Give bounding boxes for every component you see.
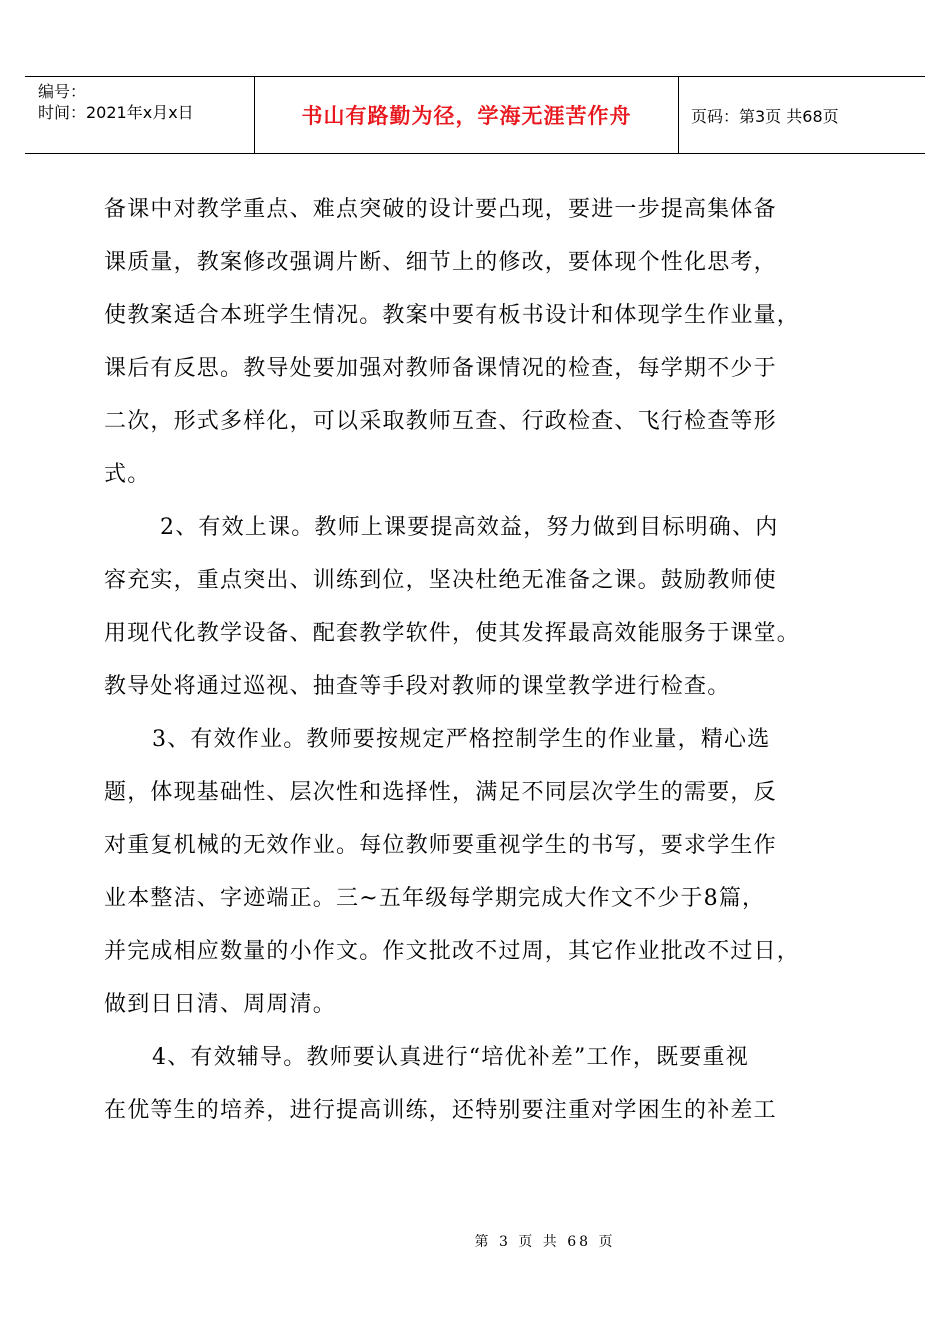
body-line: 并完成相应数量的小作文。作文批改不过周，其它作业批改不过日， xyxy=(104,939,801,964)
body-line: 用现代化教学设备、配套教学软件，使其发挥最高效能服务于课堂。 xyxy=(104,621,801,646)
body-line: 式。 xyxy=(104,462,151,487)
body-line: 在优等生的培养，进行提高训练，还特别要注重对学困生的补差工 xyxy=(104,1098,777,1123)
page-footer: 第 3 页 共 68 页 xyxy=(474,1234,616,1250)
body-line: 使教案适合本班学生情况。教案中要有板书设计和体现学生作业量， xyxy=(104,303,801,328)
body-line: 4、有效辅导。教师要认真进行“培优补差”工作，既要重视 xyxy=(152,1045,749,1070)
header-meta xyxy=(25,77,254,153)
body-line: 容充实，重点突出、训练到位，坚决杜绝无准备之课。鼓励教师使 xyxy=(104,568,777,593)
header-page-info: 页码：第3页 共68页 xyxy=(691,106,839,126)
body-line: 做到日日清、周周清。 xyxy=(104,992,337,1017)
document-number-label: 编号： xyxy=(38,82,87,101)
body-line: 二次，形式多样化，可以采取教师互查、行政检查、飞行检查等形 xyxy=(104,409,777,434)
body-line: 备课中对教学重点、难点突破的设计要凸现，要进一步提高集体备 xyxy=(104,197,777,222)
body-line: 教导处将通过巡视、抽查等手段对教师的课堂教学进行检查。 xyxy=(104,674,731,699)
body-line: 业本整洁、字迹端正。三~五年级每学期完成大作文不少于8篇， xyxy=(104,886,766,911)
body-line: 3、有效作业。教师要按规定严格控制学生的作业量，精心选 xyxy=(152,727,771,752)
header-motto: 书山有路勤为径，学海无涯苦作舟 xyxy=(254,77,679,153)
body-line: 对重复机械的无效作业。每位教师要重视学生的书写，要求学生作 xyxy=(104,833,777,858)
body-line: 课质量，教案修改强调片断、细节上的修改，要体现个性化思考， xyxy=(104,250,777,275)
body-line: 课后有反思。教导处要加强对教师备课情况的检查，每学期不少于 xyxy=(104,356,777,381)
body-line: 题，体现基础性、层次性和选择性，满足不同层次学生的需要，反 xyxy=(104,780,777,805)
document-body xyxy=(104,183,864,1137)
body-line: 2、有效上课。教师上课要提高效益，努力做到目标明确、内 xyxy=(160,515,779,540)
document-time-label: 时间：2021年x月x日 xyxy=(38,103,194,122)
page-header xyxy=(25,76,925,154)
